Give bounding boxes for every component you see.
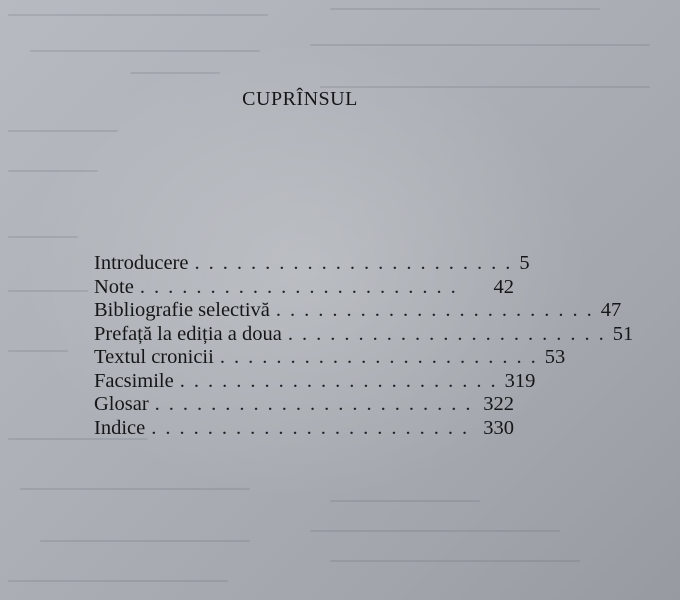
toc-entry-page: 5 [519,252,530,274]
table-of-contents [94,252,634,440]
toc-leader-dots: ....................... [151,416,477,439]
toc-entry-page: 53 [544,346,566,368]
toc-leader-dots: ....................... [139,275,465,298]
toc-entry-page: 47 [600,299,622,321]
toc-entry-label: Bibliografie selectivă [94,299,270,321]
toc-entry-page: 51 [612,322,634,345]
toc-entry-label: Introducere [94,252,189,274]
toc-leader-dots: ....................... [219,346,545,368]
page-title: CUPRÎNSUL [242,88,358,110]
toc-entry [94,299,622,323]
toc-entry [94,346,566,370]
toc-leader-dots: ....................... [154,393,480,415]
toc-entry [94,393,514,417]
toc-entry [94,322,634,347]
toc-entry-label: Facsimile [94,369,174,392]
toc-entry-label: Note [94,275,134,298]
toc-entry-label: Glosar [94,393,149,415]
toc-entry-page: 322 [483,393,514,415]
toc-entry [94,276,514,300]
toc-entry-page: 330 [483,416,514,439]
toc-leader-dots: ....................... [194,252,520,274]
toc-entry [94,369,536,394]
toc-entry [94,417,514,441]
toc-entry-label: Prefață la ediția a doua [94,322,282,345]
toc-leader-dots: ....................... [287,322,613,345]
toc-entry-label: Indice [94,416,146,439]
toc-entry-page: 42 [493,275,514,298]
toc-entry [94,252,530,276]
toc-entry-label: Textul cronicii [94,346,214,368]
toc-leader-dots: ....................... [179,369,505,392]
toc-entry-page: 319 [504,369,536,392]
toc-leader-dots: ....................... [275,299,601,321]
